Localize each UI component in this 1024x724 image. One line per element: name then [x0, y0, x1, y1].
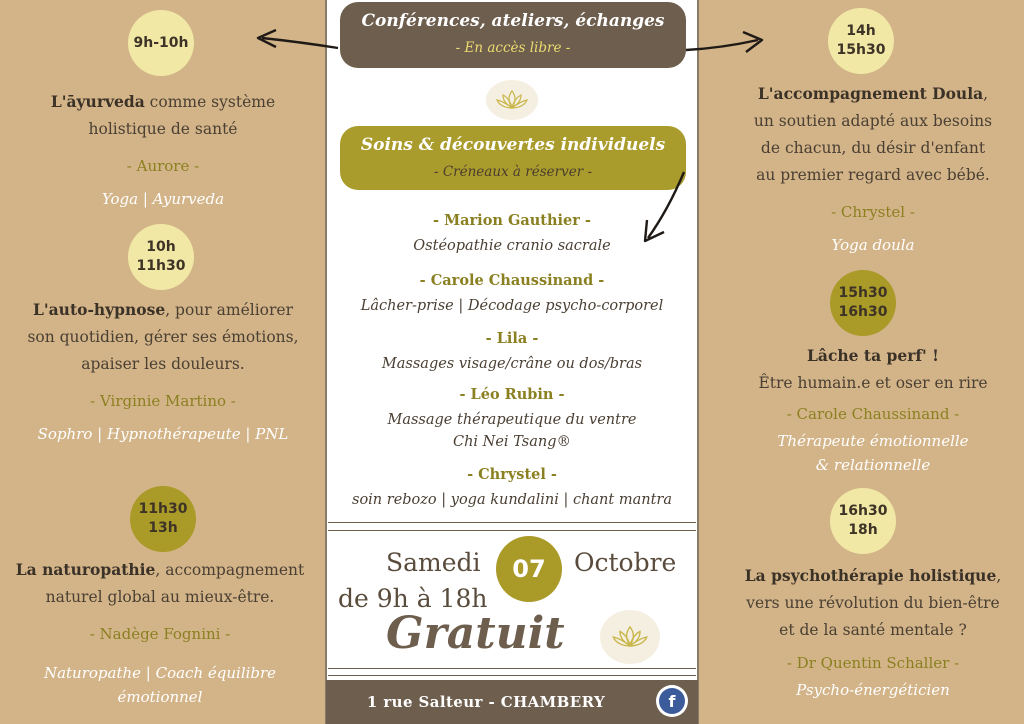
talk-title: La naturopathie, accompagnement — [15, 560, 305, 579]
service-name: - Chrystel - — [467, 466, 557, 483]
service-desc: Lâcher-prise | Décodage psycho-corporel — [360, 298, 664, 314]
date-month: Octobre — [574, 548, 677, 577]
speaker-role: Thérapeute émotionnelle — [777, 432, 969, 450]
service-desc: soin rebozo | yoga kundalini | chant mantra — [352, 492, 672, 508]
speaker-name: - Nadège Fognini - — [89, 625, 231, 643]
price-label: Gratuit — [386, 608, 565, 659]
service-name: - Marion Gauthier - — [433, 212, 591, 229]
speaker-role: émotionnel — [117, 688, 203, 706]
talk-line: holistique de santé — [88, 120, 238, 138]
date-day-badge: 07 — [496, 536, 562, 602]
talk-line: de chacun, du désir d'enfant — [760, 139, 986, 157]
speaker-role: Sophro | Hypnothérapeute | PNL — [37, 425, 289, 443]
time-badge: 15h30 16h30 — [830, 270, 896, 336]
speaker-name: - Chrystel - — [831, 203, 915, 221]
banner-subtitle: - Créneaux à réserver - — [433, 164, 593, 180]
banner-subtitle: - En accès libre - — [455, 40, 571, 56]
speaker-name: - Dr Quentin Schaller - — [786, 654, 960, 672]
service-name: - Carole Chaussinand - — [419, 272, 605, 289]
speaker-name: - Carole Chaussinand - — [786, 405, 960, 423]
time-badge: 9h-10h — [128, 10, 194, 76]
service-name: - Léo Rubin - — [459, 386, 565, 403]
facebook-icon[interactable]: f — [656, 685, 688, 717]
talk-title: L'auto-hypnose, pour améliorer — [33, 300, 293, 319]
service-name: - Lila - — [485, 330, 539, 347]
talk-title: L'accompagnement Doula, — [757, 84, 989, 103]
service-desc: Massages visage/crâne ou dos/bras — [381, 356, 643, 372]
speaker-role: Psycho-énergéticien — [796, 681, 950, 699]
speaker-role: & relationnelle — [815, 456, 931, 474]
speaker-name: - Virginie Martino - — [90, 392, 236, 410]
service-desc: Massage thérapeutique du ventre — [387, 412, 637, 428]
talk-line: apaiser les douleurs. — [81, 355, 245, 373]
speaker-role: Naturopathe | Coach équilibre — [43, 664, 277, 682]
talk-line: vers une révolution du bien-être — [746, 594, 1000, 612]
banner-title: Soins & découvertes individuels — [360, 135, 666, 155]
date-hours: de 9h à 18h — [338, 584, 488, 613]
talk-line: son quotidien, gérer ses émotions, — [27, 328, 299, 346]
talk-title: L'āyurveda comme système — [50, 92, 276, 111]
service-desc: Chi Nei Tsang® — [452, 434, 572, 450]
speaker-role: Yoga doula — [831, 236, 915, 254]
time-badge: 14h 15h30 — [828, 8, 894, 74]
date-day-name: Samedi — [386, 548, 481, 577]
talk-line: au premier regard avec bébé. — [756, 166, 990, 184]
address-text: 1 rue Salteur - CHAMBERY — [366, 693, 606, 711]
talk-line: et de la santé mentale ? — [779, 621, 967, 639]
talk-title: Lâche ta perf' ! — [807, 346, 939, 365]
talk-line: naturel global au mieux-être. — [45, 588, 275, 606]
service-desc: Ostéopathie cranio sacrale — [413, 238, 611, 254]
speaker-name: - Aurore - — [126, 157, 200, 175]
talk-line: Être humain.e et oser en rire — [758, 374, 988, 392]
talk-line: un soutien adapté aux besoins — [753, 112, 993, 130]
time-badge: 10h 11h30 — [128, 224, 194, 290]
talk-title: La psychothérapie holistique, — [744, 566, 1002, 585]
banner-title: Conférences, ateliers, échanges — [361, 11, 665, 31]
time-badge: 11h30 13h — [130, 486, 196, 552]
speaker-role: Yoga | Ayurveda — [101, 190, 225, 208]
time-badge: 16h30 18h — [830, 488, 896, 554]
